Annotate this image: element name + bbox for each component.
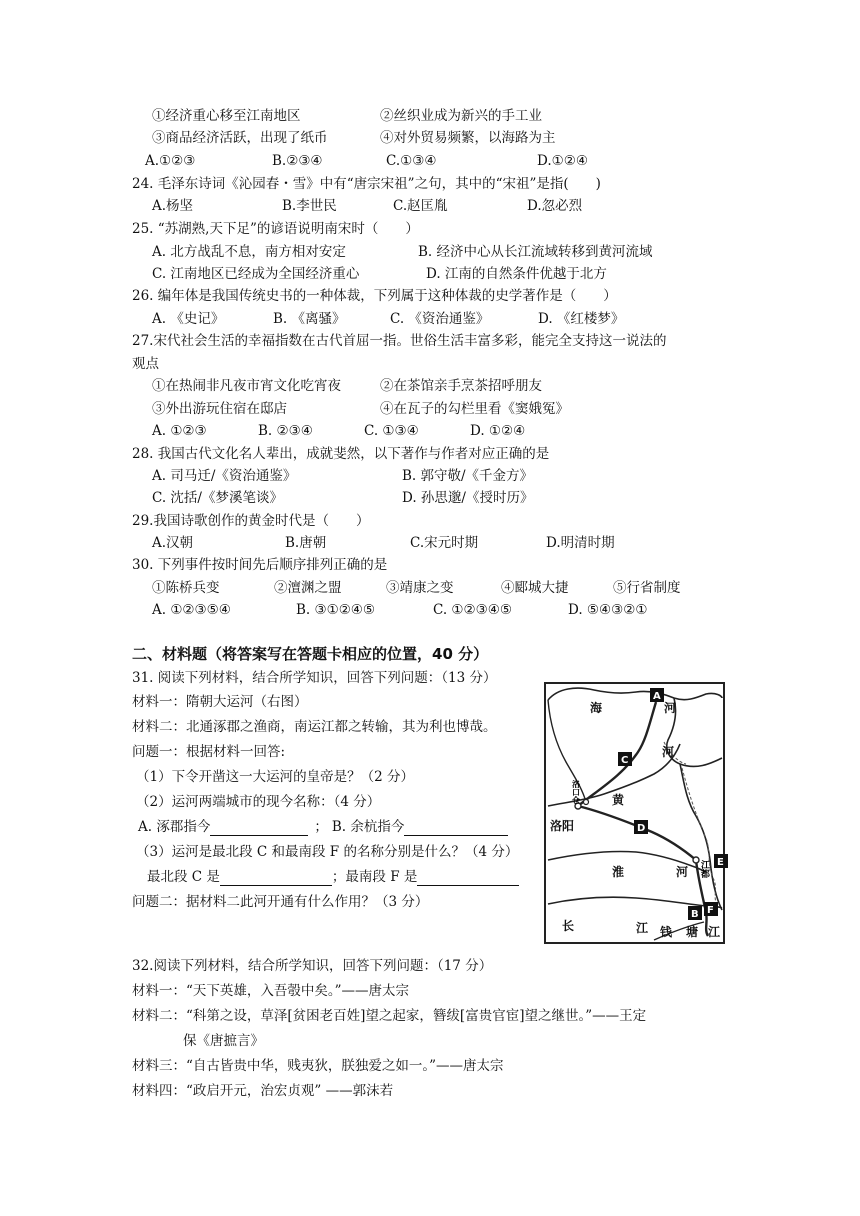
q25-choice-d: D. 江南的自然条件优越于北方: [426, 266, 607, 282]
q31-question-1-part-3: （3）运河是最北段 C 和最南段 F 的名称分别是什么？（4 分）: [136, 844, 519, 860]
q31-question-1-part-1: （1）下令开凿这一大运河的皇帝是？（2 分）: [136, 769, 414, 785]
q32-material-4: 材料四：“政启开元，治宏贞观” ——郭沫若: [132, 1083, 394, 1099]
map-marker-e: [714, 854, 728, 868]
section-c-label: 最北段 C 是: [147, 869, 220, 885]
yuhang-label: B. 余杭指今: [331, 819, 405, 835]
q31-stem: 31. 阅读下列材料，结合所学知识，回答下列问题：（13 分）: [132, 670, 497, 686]
map-label-luoyang: 洛阳: [550, 819, 575, 833]
choice-a: A. 《史记》: [152, 311, 225, 327]
q31-question-1: 问题一：根据材料一回答:: [132, 744, 286, 760]
q27-choices: [152, 422, 525, 440]
q28-choice-c: C. 沈括/《梦溪笔谈》: [152, 490, 283, 506]
map-label-he-2: 河: [662, 745, 675, 759]
section-f-answer-blank[interactable]: [417, 871, 519, 886]
event-2: ②澶渊之盟: [274, 580, 342, 596]
q23-choices: [145, 152, 588, 170]
section-c-answer-blank[interactable]: [220, 871, 332, 886]
map-label-jiangdu: 江都: [699, 860, 709, 878]
choice-a: A. ①②③⑤④: [152, 602, 231, 618]
q25-choice-c: C. 江南地区已经成为全国经济重心: [152, 266, 360, 282]
choice-b: B. ③①②④⑤: [296, 602, 376, 618]
q25-choice-a: A. 北方战乱不息，南方相对安定: [152, 244, 346, 260]
choice-a: A.杨坚: [152, 198, 194, 214]
choice-c: C.①③④: [386, 153, 437, 169]
choice-c: C. 《资治通鉴》: [390, 311, 490, 327]
q30-choices: [152, 601, 647, 619]
map-marker-b: [688, 906, 702, 920]
q32-material-1: 材料一：“天下英雄，入吾彀中矣。”——唐太宗: [132, 983, 410, 999]
q27-stem-line-2: 观点: [132, 356, 159, 372]
map-label-luokou: 洛口仓: [571, 780, 581, 804]
map-label-jiang-1: 江: [636, 921, 649, 935]
q27-option-2: ②在茶馆亲手烹茶招呼朋友: [380, 378, 542, 394]
choice-a: A. ①②③: [152, 423, 207, 439]
q32-stem: 32.阅读下列材料，结合所学知识，回答下列问题：（17 分）: [132, 958, 493, 974]
choice-c: C. ①③④: [364, 423, 419, 439]
q31-question-1-part-2: （2）运河两端城市的现今名称：（4 分）: [136, 794, 381, 810]
separator: ；: [314, 819, 328, 835]
svg-text:D: D: [637, 823, 646, 834]
q31-question-2: 问题二：据材料二此河开通有什么作用？（3 分）: [132, 894, 429, 910]
svg-text:F: F: [707, 905, 714, 916]
q26-choices: [152, 310, 624, 328]
event-5: ⑤行省制度: [613, 580, 681, 596]
grand-canal-map: [544, 682, 725, 944]
q25-stem: 25. “苏湖熟,天下足”的谚语说明南宋时（ ）: [132, 221, 419, 237]
q31-material-1: 材料一：隋朝大运河（右图）: [132, 694, 308, 710]
q31-answer-line-2: [147, 868, 519, 886]
q32-material-2: 材料二：“科第之设，草泽[贫困老百姓]望之起家，簪绂[富贵官宦]望之继世。”——王定: [132, 1008, 647, 1024]
map-label-qian: 钱: [660, 925, 673, 939]
map-marker-f: [704, 902, 718, 916]
q28-stem: 28. 我国古代文化名人辈出，成就斐然，以下著作与作者对应正确的是: [132, 446, 550, 462]
q30-events: [152, 579, 681, 597]
q30-stem: 30. 下列事件按时间先后顺序排列正确的是: [132, 557, 388, 573]
svg-text:B: B: [691, 909, 699, 920]
q29-stem: 29.我国诗歌创作的黄金时代是（ ）: [132, 513, 370, 529]
choice-b: B. ②③④: [258, 423, 313, 439]
section-2-heading: 二、材料题（将答案写在答题卡相应的位置，40 分）: [132, 645, 489, 663]
map-marker-d: [634, 820, 648, 834]
q26-stem: 26. 编年体是我国传统史书的一种体裁，下列属于这种体裁的史学著作是（ ）: [132, 288, 617, 304]
q23-option-3: ③商品经济活跃，出现了纸币: [152, 130, 328, 146]
q24-stem: 24. 毛泽东诗词《沁园春・雪》中有“唐宗宋祖”之句，其中的“宋祖”是指( ): [132, 176, 601, 192]
map-label-tang: 塘: [686, 925, 699, 939]
section-f-label: ；最南段 F 是: [331, 869, 418, 885]
zhuojun-answer-blank[interactable]: [210, 821, 308, 836]
svg-text:E: E: [717, 857, 724, 868]
q28-choice-b: B. 郭守敬/《千金方》: [402, 468, 534, 484]
event-3: ③靖康之变: [386, 580, 454, 596]
q27-option-3: ③外出游玩住宿在邸店: [152, 401, 287, 417]
choice-c: C.宋元时期: [410, 535, 479, 551]
map-marker-a: [650, 688, 664, 702]
choice-b: B. 《离骚》: [273, 311, 346, 327]
q27-stem-line-1: 27.宋代社会生活的幸福指数在古代首屈一指。世俗生活丰富多彩，能完全支持这一说法的: [132, 333, 667, 349]
map-label-sea: 海: [590, 701, 603, 715]
q25-choice-b: B. 经济中心从长江流域转移到黄河流域: [418, 244, 653, 260]
q23-option-2: ②丝织业成为新兴的手工业: [380, 108, 542, 124]
q29-choices: [152, 534, 615, 552]
choice-d: D. ①②④: [470, 423, 526, 439]
choice-c: C. ①②③④⑤: [433, 602, 512, 618]
q28-choice-a: A. 司马迁/《资治通鉴》: [152, 468, 297, 484]
event-1: ①陈桥兵变: [152, 580, 220, 596]
map-label-huang: 黄: [612, 793, 625, 807]
map-label-he-3: 河: [676, 865, 689, 879]
choice-a: A.①②③: [145, 153, 196, 169]
q23-option-1: ①经济重心移至江南地区: [152, 108, 301, 124]
q31-material-2: 材料二：北通涿郡之渔商，南运江都之转输，其为利也博哉。: [132, 719, 497, 735]
map-label-he-1: 河: [664, 701, 677, 715]
choice-b: B.李世民: [282, 198, 337, 214]
q27-option-1: ①在热闹非凡夜市宵文化吃宵夜: [152, 378, 341, 394]
choice-c: C.赵匡胤: [393, 198, 448, 214]
q31-answer-line-1: [138, 818, 508, 836]
choice-d: D. ⑤④③②①: [568, 602, 648, 618]
svg-text:C: C: [621, 755, 629, 766]
q32-material-2-cont: 保《唐摭言》: [183, 1033, 264, 1049]
yuhang-answer-blank[interactable]: [404, 821, 508, 836]
choice-d: D.①②④: [537, 153, 588, 169]
q24-choices: [152, 197, 582, 215]
q27-option-4: ④在瓦子的勾栏里看《窦娥冤》: [380, 401, 569, 417]
map-label-huai: 淮: [612, 865, 625, 879]
choice-b: B.②③④: [272, 153, 323, 169]
zhuojun-label: A. 涿郡指今: [138, 819, 211, 835]
q32-material-3: 材料三：“自古皆贵中华，贱夷狄，朕独爱之如一。”——唐太宗: [132, 1058, 504, 1074]
q23-option-4: ④对外贸易频繁，以海路为主: [380, 130, 556, 146]
map-label-jiang-2: 江: [708, 925, 721, 939]
map-marker-c: [618, 752, 632, 766]
choice-d: D.忽必烈: [527, 198, 583, 214]
choice-a: A.汉朝: [152, 535, 194, 551]
svg-text:A: A: [653, 691, 661, 702]
choice-b: B.唐朝: [285, 535, 327, 551]
map-label-chang: 长: [562, 919, 575, 933]
q28-choice-d: D. 孙思邈/《授时历》: [402, 490, 534, 506]
choice-d: D.明清时期: [546, 535, 615, 551]
event-4: ④郾城大捷: [501, 580, 569, 596]
choice-d: D. 《红楼梦》: [538, 311, 625, 327]
